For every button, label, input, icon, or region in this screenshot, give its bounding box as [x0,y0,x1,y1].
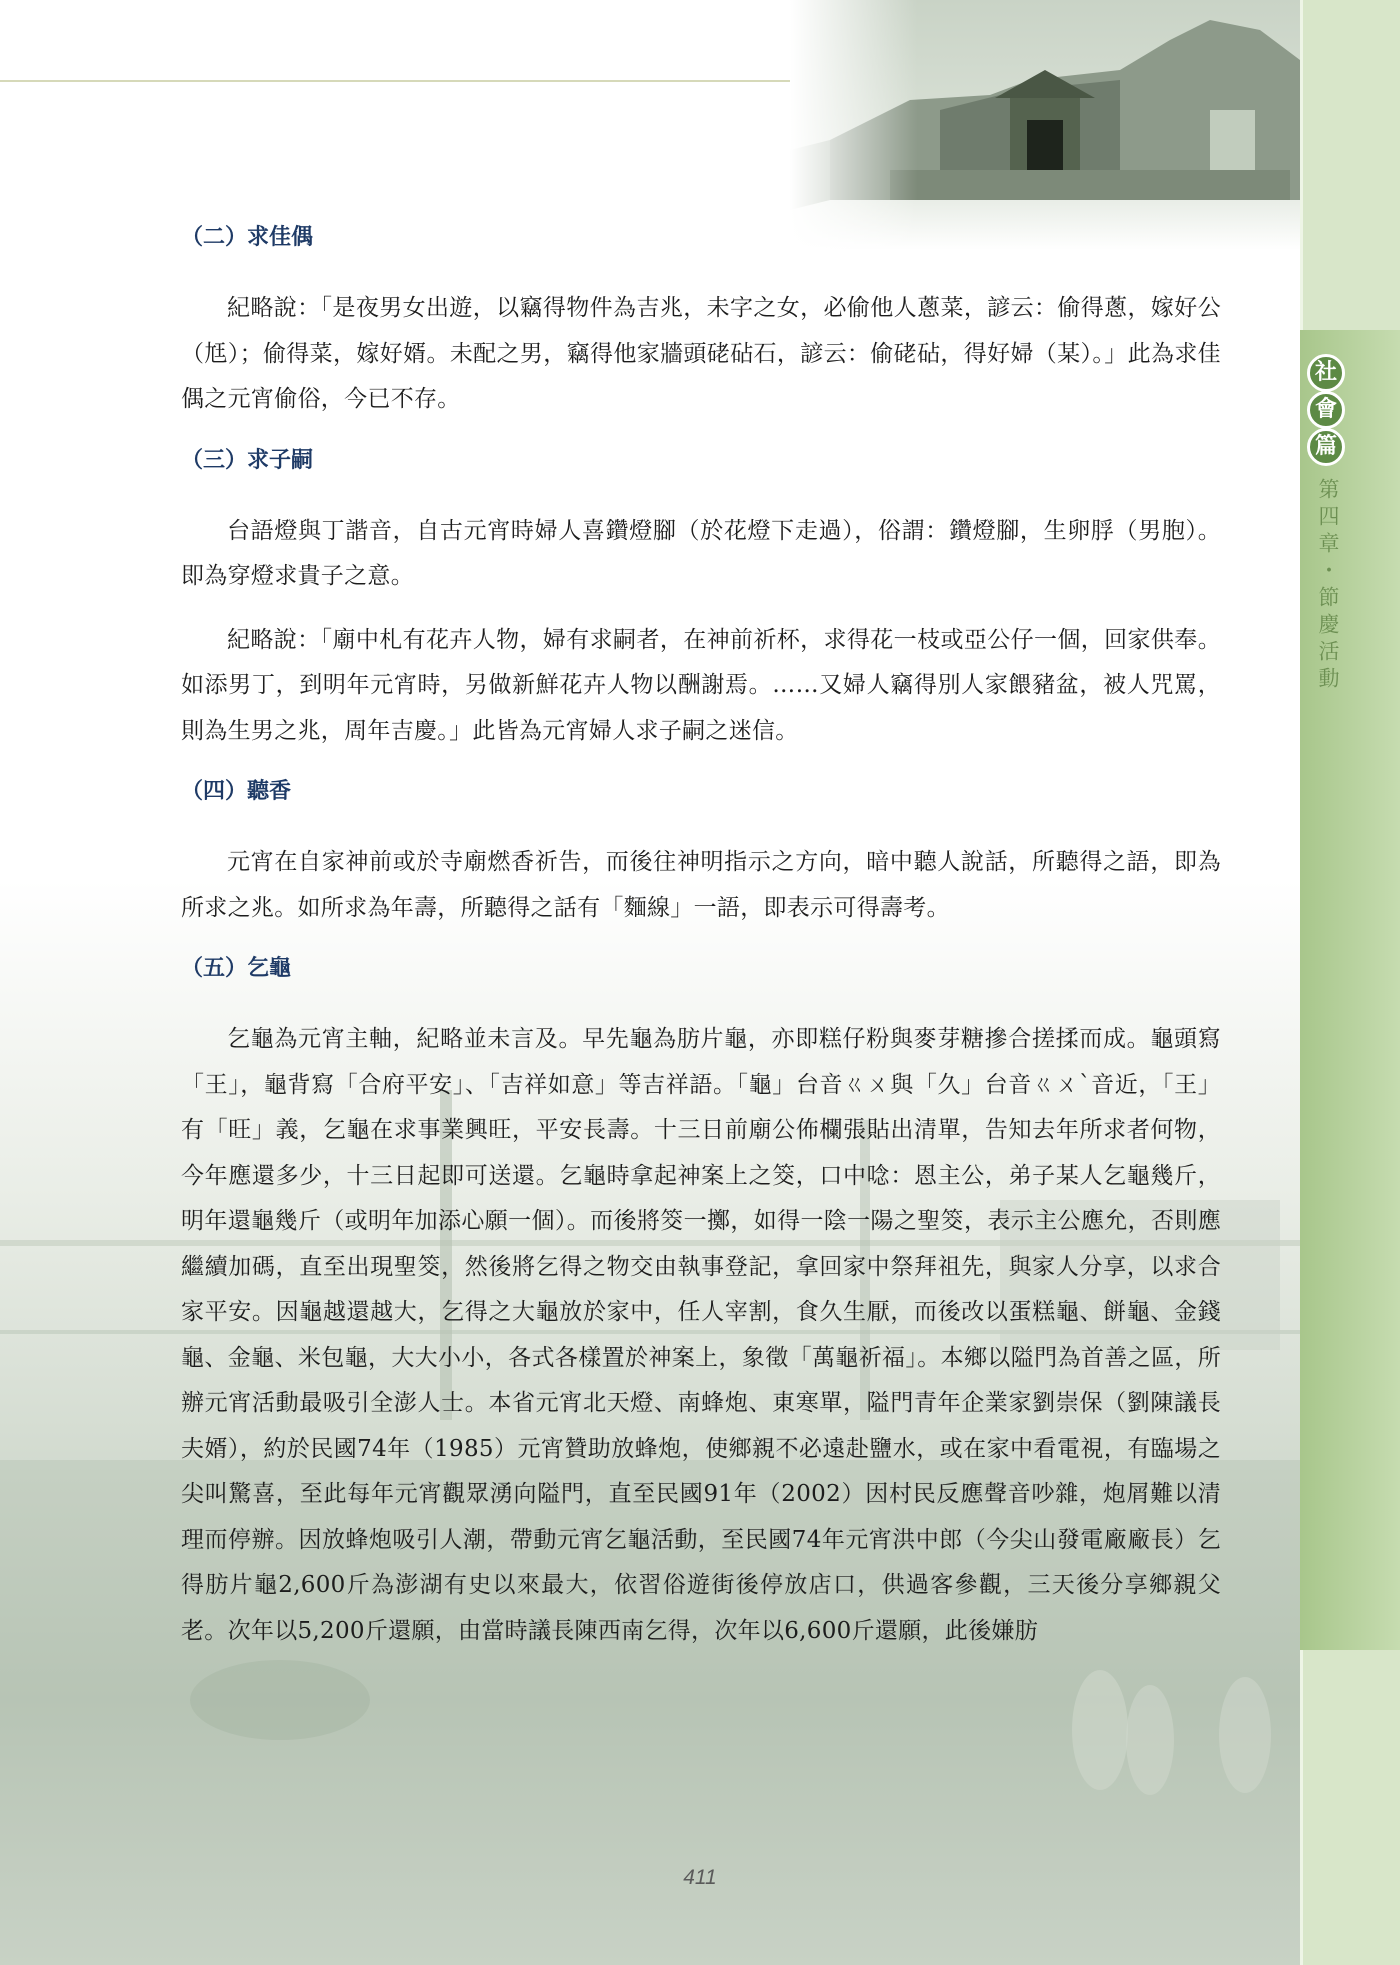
paragraph: 台語燈與丁諧音，自古元宵時婦人喜鑽燈腳（於花燈下走過），俗謂：鑽燈腳，生卵脬（男胞）。即為穿燈求貴子之意。 [181,517,1221,589]
article-body [181,218,1221,1654]
chapter-title-vertical: 第四章・節慶活動 [1316,478,1340,694]
side-tab-panel [1300,330,1400,1650]
section-heading: （二）求佳偶 [181,225,314,250]
header-rule [0,80,795,82]
side-chapter-tab [1300,0,1400,1965]
header-building-photo [790,0,1300,250]
section-heading: （四）聽香 [181,779,292,804]
section-heading: （五）乞龜 [181,956,292,981]
paragraph: 元宵在自家神前或於寺廟燃香祈告，而後往神明指示之方向，暗中聽人說話，所聽得之語，即為所求之兆。如所求為年壽，所聽得之話有「麵線」一語，即表示可得壽考。 [181,849,1221,921]
section-heading: （三）求子嗣 [181,447,314,473]
page-number: 411 [683,1866,717,1889]
section-badge-3: 篇 [1307,428,1345,466]
paragraph: 紀略說：「是夜男女出遊，以竊得物件為吉兆，未字之女，必偷他人蔥菜，諺云：偷得蔥，嫁好公（尪）；偷得菜，嫁好婿。未配之男，竊得他家牆頭硓砧石，諺云：偷硓砧，得好婦（某）。」此為求佳偶之元宵偷俗，今已不存。 [181,295,1221,412]
section-badge-2: 會 [1307,391,1345,429]
paragraph: 乞龜為元宵主軸，紀略並未言及。早先龜為肪片龜，亦即糕仔粉與麥芽糖摻合搓揉而成。龜頭寫「王」，龜背寫「合府平安」、「吉祥如意」等吉祥語。「龜」台音ㄍㄨ與「久」台音ㄍㄨˋ音近，「王」有「旺」義，乞龜在求事業興旺，平安長壽。十三日前廟公佈欄張貼出清單，告知去年所求者何物，今年應還多少，十三日起即可送還。乞龜時拿起神案上之筊，口中唸：恩主公，弟子某人乞龜幾斤，明年還龜幾斤（或明年加添心願一個）。而後將筊一擲，如得一陰一陽之聖筊，表示主公應允，否則應繼續加碼，直至出現聖筊，然後將乞得之物交由執事登記，拿回家中祭拜祖先，與家人分享，以求合家平安。因龜越還越大，乞得之大龜放於家中，任人宰割，食久生厭，而後改以蛋糕龜、餅龜、金錢龜、金龜、米包龜，大大小小，各式各樣置於神案上，象徵「萬龜祈福」。本鄉以隘門為首善之區，所辦元宵活動最吸引全澎人士。本省元宵北天燈、南蜂炮、東寒單，隘門青年企業家劉崇保（劉陳議長夫婿），約於民國74年（1985）元宵贊助放蜂炮，使鄉親不必遠赴鹽水，或在家中看電視，有臨場之尖叫驚喜，至此每年元宵觀眾湧向隘門，直至民國91年（2002）因村民反應聲音吵雜，炮屑難以清理而停辦。因放蜂炮吸引人潮，帶動元宵乞龜活動，至民國74年元宵洪中郎（今尖山發電廠廠長）乞得肪片龜2,600斤為澎湖有史以來最大，依習俗遊街後停放店口，供過客參觀，三天後分享鄉親父老。次年以5,200斤還願，由當時議長陳西南乞得，次年以6,600斤還願，此後嫌肪 [181,1026,1221,1644]
section-badge-1: 社 [1307,354,1345,392]
paragraph: 紀略說：「廟中札有花卉人物，婦有求嗣者，在神前祈杯，求得花一枝或亞公仔一個，回家供奉。如添男丁，到明年元宵時，另做新鮮花卉人物以酬謝焉。……又婦人竊得別人家餵豬盆，被人咒罵，則為生男之兆，周年吉慶。」此皆為元宵婦人求子嗣之迷信。 [181,626,1221,744]
